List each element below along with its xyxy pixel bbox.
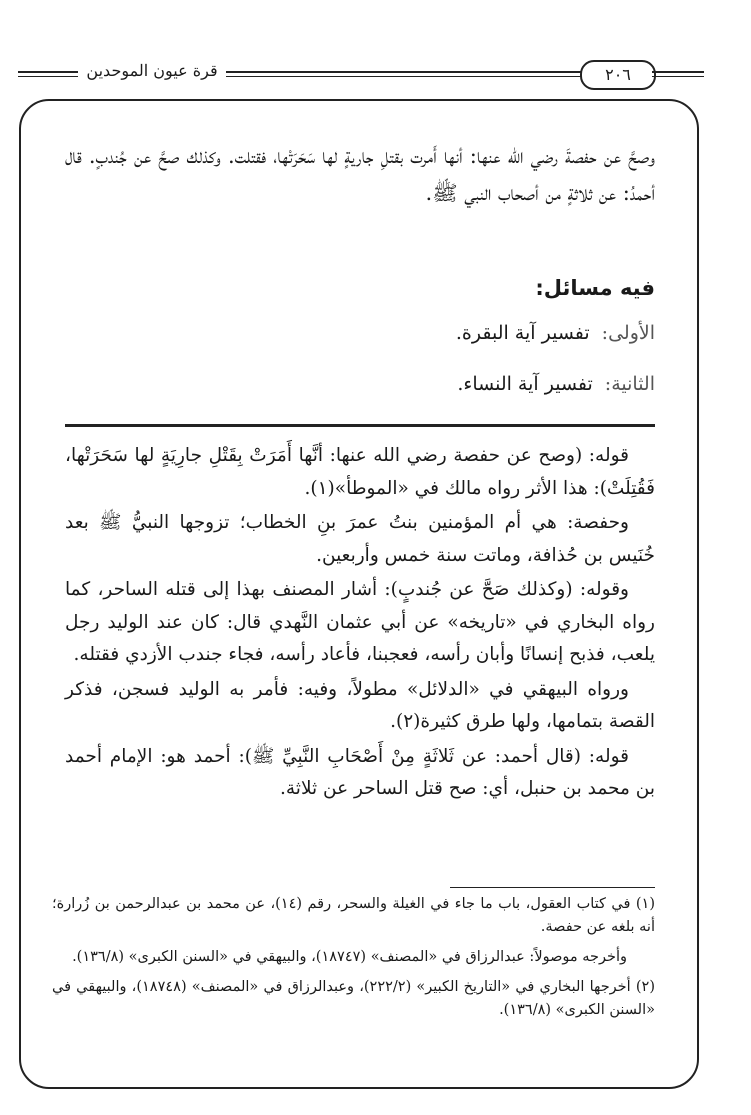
commentary-paragraph: ورواه البيهقي في «الدلائل» مطولاً، وفيه: فأمر به الوليد فسجن، فذكر القصة بتمامها، ولها طرق كثيرة(٢). bbox=[65, 678, 655, 732]
header-rule-middle bbox=[226, 71, 581, 77]
main-text bbox=[65, 138, 655, 212]
commentary-paragraph: قوله: (قال أحمد: عن ثَلاثَةٍ مِنْ أَصْحَابِ النَّبِيِّ ﷺ): أحمد هو: الإمام أحمد بن محمد بن حنبل، أي: صح قتل الساحر عن ثلاثة. bbox=[65, 745, 655, 799]
masail-item-label: الأولى: bbox=[601, 322, 655, 344]
footnote-rule bbox=[450, 887, 655, 888]
masail-item-1 bbox=[65, 322, 655, 344]
page-number: ٢٠٦ bbox=[580, 60, 656, 90]
commentary-paragraph: وقوله: (وكذلك صَحَّ عن جُندبٍ): أشار المصنف بهذا إلى قتله الساحر، كما رواه البخاري في «تاريخه» عن أبي عثمان النَّهدي قال: كان عند الوليد رجل يلعب، فذبح إنسانًا وأبان رأسه، فعجبنا، فأعاد رأسه، فجاء جندب الأزدي فقتله. bbox=[65, 579, 655, 665]
commentary-paragraph: وحفصة: هي أم المؤمنين بنتُ عمرَ بنِ الخطاب؛ تزوجها النبيُّ ﷺ بعد خُنَيس بن حُذافة، وماتت سنة خمس وأربعين. bbox=[65, 512, 655, 566]
header-rule-left bbox=[18, 71, 78, 77]
running-title: قرة عيون الموحدين bbox=[86, 61, 218, 80]
main-paragraph: وصحَّ عن حفصةَ رضي الله عنها: أنها أَمرت بقتلِ جاريةٍ لها سَحَرَتْها، فقتلت. وكذلك صحَّ عن جُندبٍ. قال أحمدُ: عن ثلاثةٍ من أصحاب النبي ﷺ. bbox=[65, 144, 655, 205]
header-rule-right bbox=[652, 71, 704, 77]
masail-item-text: تفسير آية البقرة. bbox=[455, 322, 590, 344]
masail-item-2 bbox=[65, 373, 655, 395]
page-header bbox=[0, 0, 751, 100]
masail-item-text: تفسير آية النساء. bbox=[457, 373, 593, 395]
footnote-2: (٢) أخرجها البخاري في «التاريخ الكبير» (٢٢٢/٢)، وعبدالرزاق في «المصنف» (١٨٧٤٨)، والبيهقي في «السنن الكبرى» (١٣٦/٨). bbox=[52, 979, 655, 1018]
commentary-paragraph: قوله: (وصح عن حفصة رضي الله عنها: أنَّها أَمَرَتْ بِقَتْلِ جارِيَةٍ لها سَحَرَتْها، فَقُتِلَتْ): هذا الأثر رواه مالك في «الموطأ»(١). bbox=[65, 445, 655, 499]
masail-item-label: الثانية: bbox=[604, 373, 655, 395]
footnote-1-continued: وأخرجه موصولاً: عبدالرزاق في «المصنف» (١٨٧٤٧)، والبيهقي في «السنن الكبرى» (١٣٦/٨). bbox=[72, 949, 627, 965]
section-divider bbox=[65, 424, 655, 427]
footnotes bbox=[52, 893, 655, 1029]
commentary bbox=[65, 440, 655, 808]
footnote-1: (١) في كتاب العقول، باب ما جاء في الغيلة والسحر، رقم (١٤)، عن محمد بن عبدالرحمن بن زُرارة؛ أنه بلغه عن حفصة. bbox=[52, 896, 656, 935]
masail-heading: فيه مسائل: bbox=[535, 276, 655, 300]
